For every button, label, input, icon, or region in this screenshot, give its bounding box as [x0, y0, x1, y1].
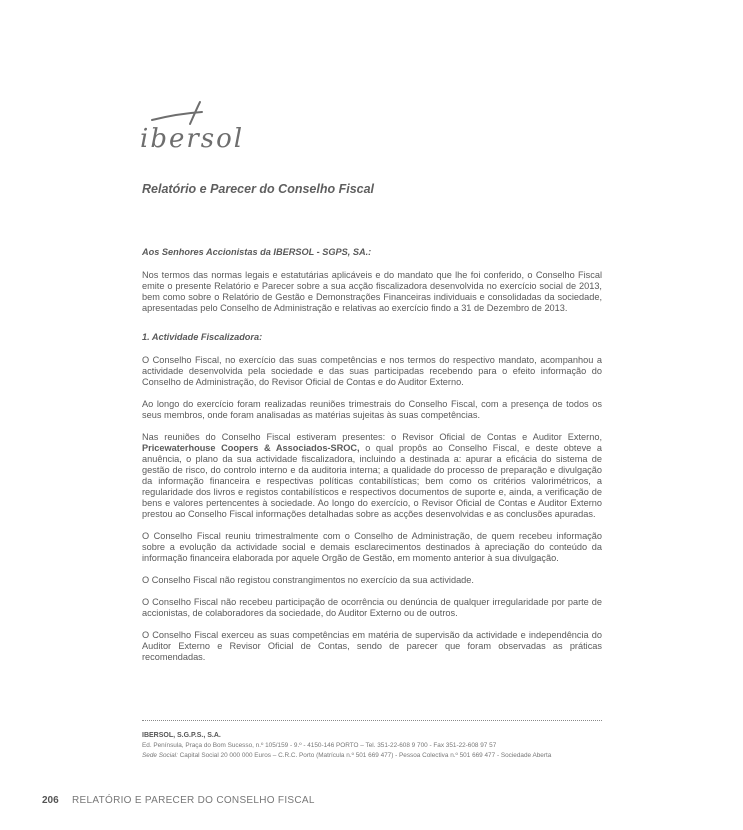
section-heading: 1. Actividade Fiscalizadora:: [142, 332, 263, 342]
page-number: 206: [42, 795, 59, 806]
paragraph: O Conselho Fiscal não recebeu participação de ocorrência ou denúncia de qualquer irregularidade por parte de accionistas, de colaboradores da sociedade, do Auditor Externo ou de outros.: [142, 597, 602, 618]
paragraph-text: o qual propôs ao Conselho Fiscal, e deste obteve a anuência, o plano da sua actividade fiscalizadora, incluindo a destinada a: apurar a eficácia do sistema de gestão de risco, do controlo interno e da auditoria interna; a qualidade do processo de preparação e divulgação da informação financeira e respectivas políticas contabilísticas; bem como os critérios valorimétricos, a regularidade dos livros e registos contabilísticos e respectivos documentos de suporte e, ainda, a verificação de bens e valores pertencentes à sociedade. Ao longo do exercício, o Revisor Oficial de Contas e Auditor Externo prestou ao Conselho Fiscal informações detalhadas sobre as acções desenvolvidas e as conclusões apuradas.: [142, 443, 602, 519]
paragraph: [142, 432, 602, 520]
salutation: Aos Senhores Accionistas da IBERSOL - SGPS, SA.:: [142, 247, 372, 257]
document-title: Relatório e Parecer do Conselho Fiscal: [142, 182, 375, 196]
logo-wordmark: ibersol: [140, 124, 245, 154]
paragraph: O Conselho Fiscal não registou constrangimentos no exercício da sua actividade.: [142, 575, 474, 585]
paragraph: O Conselho Fiscal reuniu trimestralmente com o Conselho de Administração, de quem recebeu informação sobre a evolução da actividade social e demais esclarecimentos destinados à apreciação do conteúdo da informação financeira elaborada por aquele Orgão de Gestão, em momento anterior à sua divulgação.: [142, 531, 602, 563]
auditor-name: Pricewaterhouse Coopers & Associados-SROC,: [142, 443, 360, 453]
paragraph: O Conselho Fiscal, no exercício das suas competências e nos termos do respectivo mandato, acompanhou a actividade desenvolvida pela sociedade e das suas participadas recebendo para o efeito informação do Conselho de Administração, do Revisor Oficial de Contas e do Auditor Externo.: [142, 355, 602, 387]
footer-company: IBERSOL, S.G.P.S., S.A.: [142, 732, 221, 739]
footer-address: Ed. Península, Praça do Bom Sucesso, n.º 105/159 - 9.º - 4150-146 PORTO – Tel. 351-22-608 9 700 - Fax 351-22-608 97 57: [142, 742, 497, 749]
page-section-title: RELATÓRIO E PARECER DO CONSELHO FISCAL: [72, 795, 315, 806]
paragraph: O Conselho Fiscal exerceu as suas competências em matéria de supervisão da actividade e independência do Auditor Externo e Revisor Oficial de Contas, sendo de parecer que foram observadas as práticas recomendadas.: [142, 630, 602, 662]
footer-legal-label: Sede Social:: [142, 752, 178, 759]
intro-paragraph: Nos termos das normas legais e estatutárias aplicáveis e do mandato que lhe foi conferido, o Conselho Fiscal emite o presente Relatório e Parecer sobre a sua acção fiscalizadora desenvolvida no exercício social de 2013, bem como sobre o Relatório de Gestão e Demonstrações Financeiras individuais e consolidadas da sociedade, apresentadas pelo Conselho de Administração e relativas ao exercício findo a 31 de Dezembro de 2013.: [142, 270, 602, 313]
paragraph-text: Nas reuniões do Conselho Fiscal estiveram presentes: o Revisor Oficial de Contas e Auditor Externo,: [142, 432, 602, 442]
report-body: [142, 247, 602, 674]
footer-divider: [142, 720, 602, 721]
footer-legal: [142, 751, 612, 761]
paragraph: Ao longo do exercício foram realizadas reuniões trimestrais do Conselho Fiscal, com a presença de todos os seus membros, onde foram analisadas as matérias sujeitas às suas competências.: [142, 399, 602, 420]
footer-legal-text: Capital Social 20 000 000 Euros – C.R.C. Porto (Matrícula n.º 501 669 477) - Pessoa Colectiva n.º 501 669 477 - Sociedade Aberta: [177, 752, 552, 759]
letterhead-footer: [142, 731, 612, 761]
company-logo: [140, 98, 245, 158]
